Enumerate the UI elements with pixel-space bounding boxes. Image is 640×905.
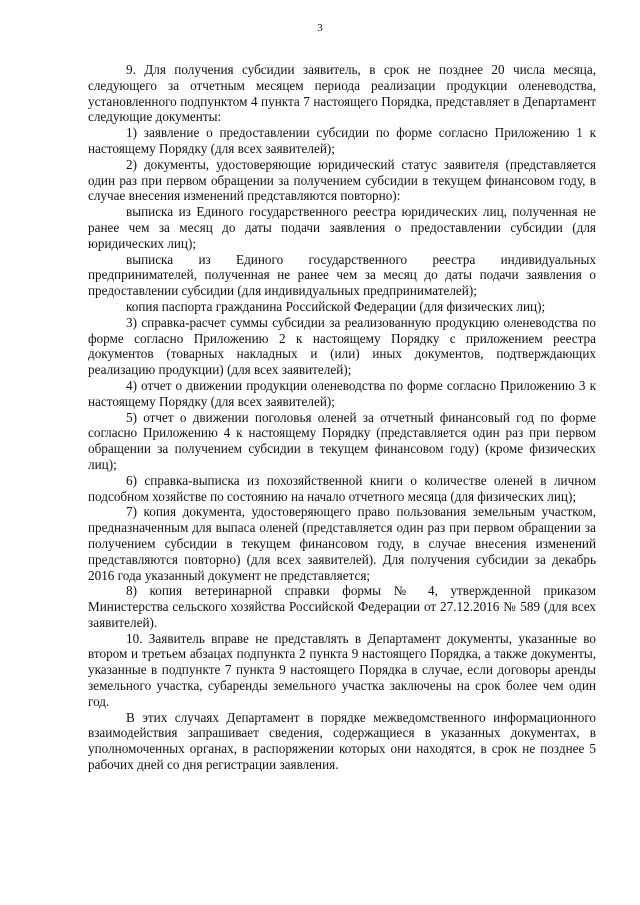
paragraph-9-item-4: 4) отчет о движении продукции оленеводства по форме согласно Приложению 3 к настоящему Порядку (для всех заявителей); — [88, 377, 596, 409]
paragraph-9-item-2-individuals: копия паспорта гражданина Российской Федерации (для физических лиц); — [126, 298, 546, 314]
page-number: 3 — [317, 22, 323, 34]
paragraph-10: 10. Заявитель вправе не представлять в Департамент документы, указанные во втором и третьем абзацах подпункта 2 пункта 9 настоящего Порядка, а также документы, указанные в подпункте 7 пункта 9 настоящего Порядка в случае, если договоры аренды земельного участка, субаренды земельного участка заключены на срок более чем один год. — [88, 630, 596, 709]
paragraph-9-item-3: 3) справка-расчет суммы субсидии за реализованную продукцию оленеводства по форме согласно Приложению 2 к настоящему Порядку с приложением реестра документов (товарных накладных и (или) иных документов, подтверждающих реализацию продукции) (для всех заявителей); — [88, 314, 596, 378]
paragraph-9-item-2-legal-entities: выписка из Единого государственного реестра юридических лиц, полученная не ранее чем за месяц до даты подачи заявления о предоставлении субсидии (для юридических лиц); — [88, 204, 596, 251]
paragraph-9-item-1: 1) заявление о предоставлении субсидии по форме согласно Приложению 1 к настоящему Порядку (для всех заявителей); — [88, 125, 596, 156]
paragraph-9-item-7: 7) копия документа, удостоверяющего право пользования земельным участком, предназначенным для выпаса оленей (представляется один раз при первом обращении за получением субсидии в текущем финансовом году, в случае внесения изменений представляются повторно) (для всех заявителей). Для получения субсидии за декабрь 2016 года указанный документ не представляется; — [88, 504, 596, 583]
paragraph-9-item-6: 6) справка-выписка из похозяйственной книги о количестве оленей в личном подсобном хозяйстве по состоянию на начало отчетного месяца (для физических лиц); — [88, 472, 596, 504]
document-body — [88, 62, 596, 773]
paragraph-10-continuation: В этих случаях Департамент в порядке межведомственного информационного взаимодействия запрашивает сведения, содержащиеся в указанных документах, в уполномоченных органах, в распоряжении которых они находятся, в срок не позднее 5 рабочих дней со дня регистрации заявления. — [88, 709, 596, 773]
paragraph-9: 9. Для получения субсидии заявитель, в срок не позднее 20 числа месяца, следующего за отчетным месяцем периода реализации продукции оленеводства, установленного подпунктом 4 пункта 7 настоящего Порядка, представляет в Департамент следующие документы: — [88, 62, 596, 125]
paragraph-9-item-5: 5) отчет о движении поголовья оленей за отчетный финансовый год по форме согласно Приложению 4 к настоящему Порядку (представляется один раз при первом обращении за получением субсидии в текущем финансовом году) (кроме физических лиц); — [88, 409, 596, 472]
paragraph-9-item-2-entrepreneurs: выписка из Единого государственного реестра индивидуальных предпринимателей, полученная не ранее чем за месяц до даты подачи заявления о предоставлении субсидии (для индивидуальных предпринимателей); — [88, 251, 596, 299]
paragraph-9-item-8: 8) копия ветеринарной справки формы № 4, утвержденной приказом Министерства сельского хозяйства Российской Федерации от 27.12.2016 № 589 (для всех заявителей). — [88, 583, 596, 630]
paragraph-9-item-2: 2) документы, удостоверяющие юридический статус заявителя (представляется один раз при первом обращении за получением субсидии в текущем финансовом году, в случае внесения изменений представляются повторно): — [88, 156, 596, 204]
